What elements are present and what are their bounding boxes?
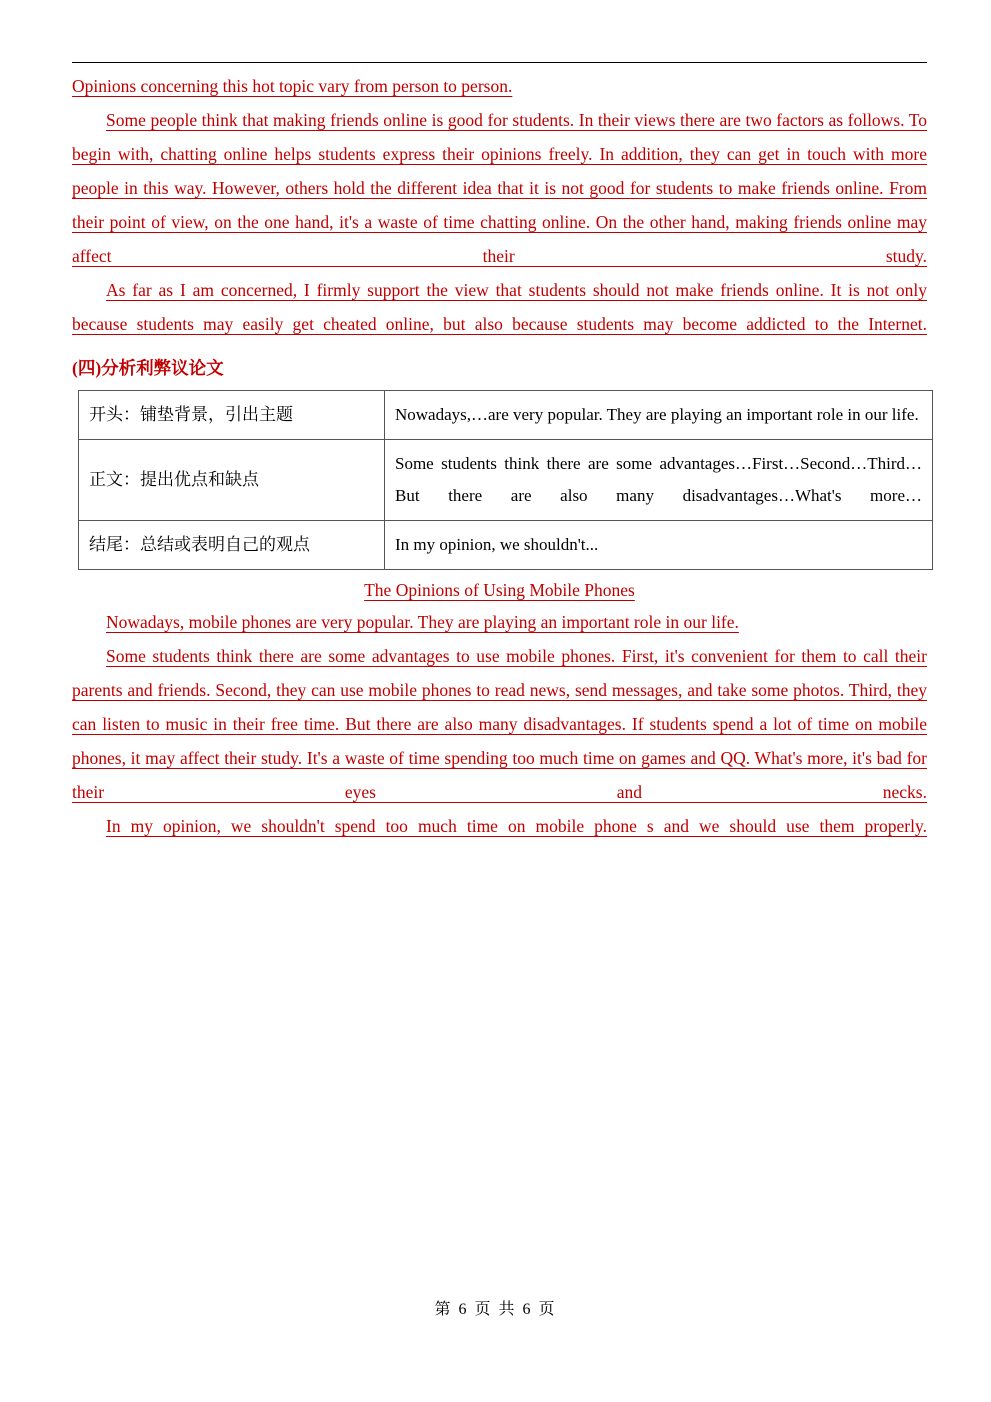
table-cell-content: In my opinion, we shouldn't... <box>385 521 933 570</box>
essay-title: The Opinions of Using Mobile Phones <box>364 580 635 600</box>
structure-table <box>78 390 933 570</box>
table-cell-content: Some students think there are some advantages…First…Second…Third…But there are also many disadvantages…What's more… <box>385 440 933 521</box>
table-cell-content: Nowadays,…are very popular. They are playing an important role in our life. <box>385 391 933 440</box>
table-row <box>79 440 933 521</box>
section-heading: (四)分析利弊议论文 <box>72 358 224 378</box>
paragraph-as-far-as-i-am-concerned: As far as I am concerned, I firmly support the view that students should not make friends online. It is not only because students may easily get cheated online, but also because students may become addicted to the Internet. <box>72 280 927 334</box>
table-cell-label: 开头：铺垫背景，引出主题 <box>79 391 385 440</box>
header-rule <box>72 62 927 63</box>
table-cell-label: 正文：提出优点和缺点 <box>79 440 385 521</box>
essay-paragraph-3: In my opinion, we shouldn't spend too much time on mobile phone s and we should use them properly. <box>106 816 927 836</box>
table-row <box>79 391 933 440</box>
page-footer: 第 6 页 共 6 页 <box>434 1301 557 1318</box>
essay-paragraph-2: Some students think there are some advantages to use mobile phones. First, it's convenient for them to call their parents and friends. Second, they can use mobile phones to read news, send messages, and take some photos. Third, they can listen to music in their free time. But there are also many disadvantages. If students spend a lot of time on mobile phones, it may affect their study. It's a waste of time spending too much time on games and QQ. What's more, it's bad for their eyes and necks. <box>72 646 927 802</box>
essay-paragraph-1: Nowadays, mobile phones are very popular. They are playing an important role in our life. <box>106 612 739 632</box>
table-cell-label: 结尾：总结或表明自己的观点 <box>79 521 385 570</box>
paragraph-some-people-think: Some people think that making friends online is good for students. In their views there are two factors as follows. To begin with, chatting online helps students express their opinions freely. In addition, they can get in touch with more people in this way. However, others hold the different idea that it is not good for students to make friends online. From their point of view, on the one hand, it's a waste of time chatting online. On the other hand, making friends online may affect their study. <box>72 110 927 266</box>
table-row <box>79 521 933 570</box>
paragraph-opinions-vary: Opinions concerning this hot topic vary from person to person. <box>72 76 513 96</box>
